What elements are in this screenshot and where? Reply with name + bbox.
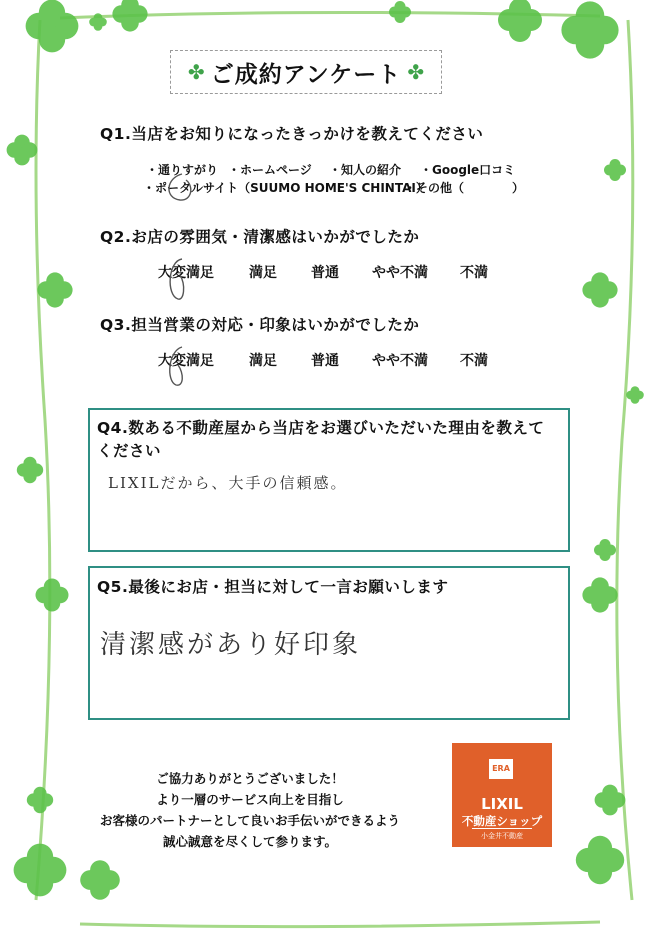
- q2-handwritten-circle-mark: [160, 255, 190, 305]
- q1-handwritten-circle-mark: [160, 172, 200, 204]
- q2-question: Q2.お店の雰囲気・清潔感はいかがでしたか: [100, 228, 420, 246]
- q3-rating-somewhat-dissatisfied[interactable]: やや不満: [372, 353, 428, 369]
- q3-rating-neutral[interactable]: 普通: [311, 353, 339, 369]
- q3-rating-very-satisfied[interactable]: 大変満足: [158, 353, 214, 369]
- q1-option-referral[interactable]: ・知人の紹介: [329, 163, 402, 177]
- era-logo-icon: ERA: [489, 759, 513, 779]
- title-box: [170, 50, 442, 94]
- q4-question-line2: ください: [97, 442, 162, 460]
- lixil-logo: [452, 743, 552, 847]
- page-title: ご成約アンケート: [210, 61, 402, 88]
- logo-brand: LIXIL: [481, 795, 523, 813]
- q2-rating-very-satisfied[interactable]: 大変満足: [158, 265, 214, 281]
- q3-handwritten-circle-mark: [160, 343, 190, 391]
- q1-option-other[interactable]: ・その他（ ）: [404, 181, 525, 195]
- q4-handwritten-answer: LIXILだから、大手の信頼感。: [108, 474, 348, 492]
- footer-thanks: ご協力ありがとうございました！: [156, 771, 344, 786]
- q3-rating-dissatisfied[interactable]: 不満: [460, 353, 488, 369]
- q1-option-portal-site[interactable]: ・ポータルサイト（SUUMO HOME'S CHINTAI）: [143, 181, 428, 195]
- clover-icon: ✤: [407, 60, 425, 84]
- footer-line4: 誠心誠意を尽くして参ります。: [162, 834, 337, 849]
- q2-rating-satisfied[interactable]: 満足: [249, 265, 277, 281]
- logo-branch: 小金井不動産: [481, 832, 523, 840]
- logo-divider: [472, 828, 532, 829]
- q5-handwritten-answer: 清潔感があり好印象: [100, 630, 362, 660]
- q1-option-homepage[interactable]: ・ホームページ: [228, 163, 312, 177]
- q1-option-google-review[interactable]: ・Google口コミ: [420, 163, 516, 177]
- clover-icon: ✤: [187, 60, 205, 84]
- logo-shop: 不動産ショップ: [461, 814, 543, 828]
- footer-line3: お客様のパートナーとして良いお手伝いができるよう: [99, 813, 400, 828]
- q3-question: Q3.担当営業の対応・印象はいかがでしたか: [100, 316, 420, 334]
- q1-option-passing-by[interactable]: ・通りすがり: [146, 163, 219, 177]
- q4-question-line1: Q4.数ある不動産屋から当店をお選びいただいた理由を教えて: [97, 419, 545, 437]
- q1-question: Q1.当店をお知りになったきっかけを教えてください: [100, 125, 484, 143]
- footer-line2: より一層のサービス向上を目指し: [156, 792, 344, 807]
- q2-rating-somewhat-dissatisfied[interactable]: やや不満: [372, 265, 428, 281]
- q5-question: Q5.最後にお店・担当に対して一言お願いします: [97, 578, 449, 596]
- q2-rating-dissatisfied[interactable]: 不満: [460, 265, 488, 281]
- q2-rating-neutral[interactable]: 普通: [311, 265, 339, 281]
- q3-rating-satisfied[interactable]: 満足: [249, 353, 277, 369]
